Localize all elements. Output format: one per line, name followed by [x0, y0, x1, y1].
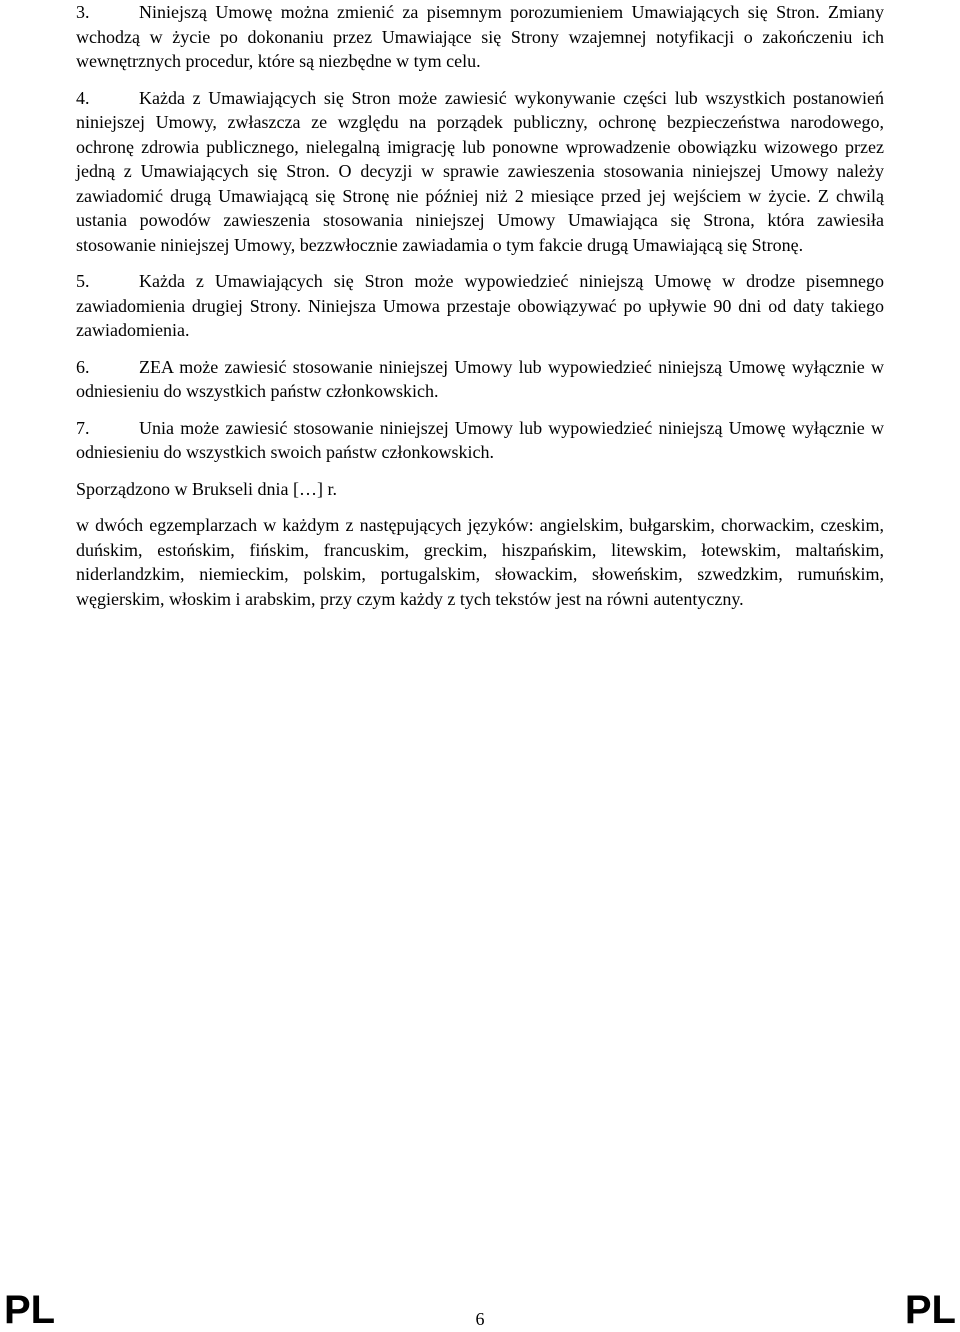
- paragraph-number: 4.: [76, 87, 90, 108]
- paragraph-4: [76, 86, 884, 258]
- paragraph-text: Każda z Umawiających się Stron może wypowiedzieć niniejszą Umowę w drodze pisemnego zawiadomienia drugiej Strony. Niniejsza Umowa przestaje obowiązywać po upływie 90 dni od daty takiego zawiadomienia.: [76, 271, 884, 340]
- paragraph-number: 7.: [76, 417, 90, 438]
- footer-language-right: PL: [904, 1288, 956, 1332]
- paragraph-text: Każda z Umawiających się Stron może zawiesić wykonywanie części lub wszystkich postanowień niniejszej Umowy, zwłaszcza ze względu na porządek publiczny, ochronę bezpieczeństwa narodowego, ochronę zdrowia publicznego, nielegalną imigrację lub ponowne wprowadzenie obowiązku wizowego przez jedną z Umawiających się Stron. O decyzji w sprawie zawieszenia stosowania niniejszej Umowy należy zawiadomić drugą Umawiającą się Stronę nie później niż 2 miesiące przed jej wejściem w życie. Z chwilą ustania powodów zawieszenia stosowania niniejszej Umowy Umawiająca się Strona, która zawiesiła stosowanie niniejszej Umowy, bezzwłocznie zawiadamia o tym fakcie drugą Umawiającą się Stronę.: [76, 87, 884, 255]
- paragraph-text: ZEA może zawiesić stosowanie niniejszej Umowy lub wypowiedzieć niniejszą Umowę wyłącznie w odniesieniu do wszystkich państw członkowskich.: [76, 356, 884, 401]
- paragraph-number: 3.: [76, 2, 90, 22]
- footer-language-left: PL: [4, 1288, 56, 1332]
- paragraph-number: 6.: [76, 356, 90, 377]
- paragraph-number: 5.: [76, 271, 90, 291]
- paragraph-text: Unia może zawiesić stosowanie niniejszej Umowy lub wypowiedzieć niniejszą Umowę wyłącznie w odniesieniu do wszystkich swoich państw członkowskich.: [76, 417, 884, 462]
- paragraph-6: [76, 355, 884, 404]
- paragraph-5: [76, 269, 884, 343]
- paragraph-text: Niniejszą Umowę można zmienić za pisemnym porozumieniem Umawiających się Stron. Zmiany wchodzą w życie po dokonaniu przez Umawiające się Strony wzajemnej notyfikacji o zakończeniu ich wewnętrznych procedur, które są niezbędne w tym celu.: [76, 2, 884, 71]
- paragraph-3: [76, 0, 884, 74]
- languages-paragraph: w dwóch egzemplarzach w każdym z następujących języków: angielskim, bułgarskim, chorwackim, czeskim, duńskim, estońskim, fińskim, francuskim, greckim, hiszpańskim, litewskim, łotewskim, maltańskim, niderlandzkim, niemieckim, polskim, portugalskim, słowackim, słoweńskim, szwedzkim, rumuńskim, węgierskim, włoskim i arabskim, przy czym każdy z tych tekstów jest na równi autentyczny.: [76, 515, 884, 609]
- paragraph-7: [76, 416, 884, 465]
- done-at-line: Sporządzono w Brukseli dnia […] r.: [76, 478, 337, 499]
- page-number: 6: [475, 1309, 485, 1329]
- document-body: [76, 0, 884, 623]
